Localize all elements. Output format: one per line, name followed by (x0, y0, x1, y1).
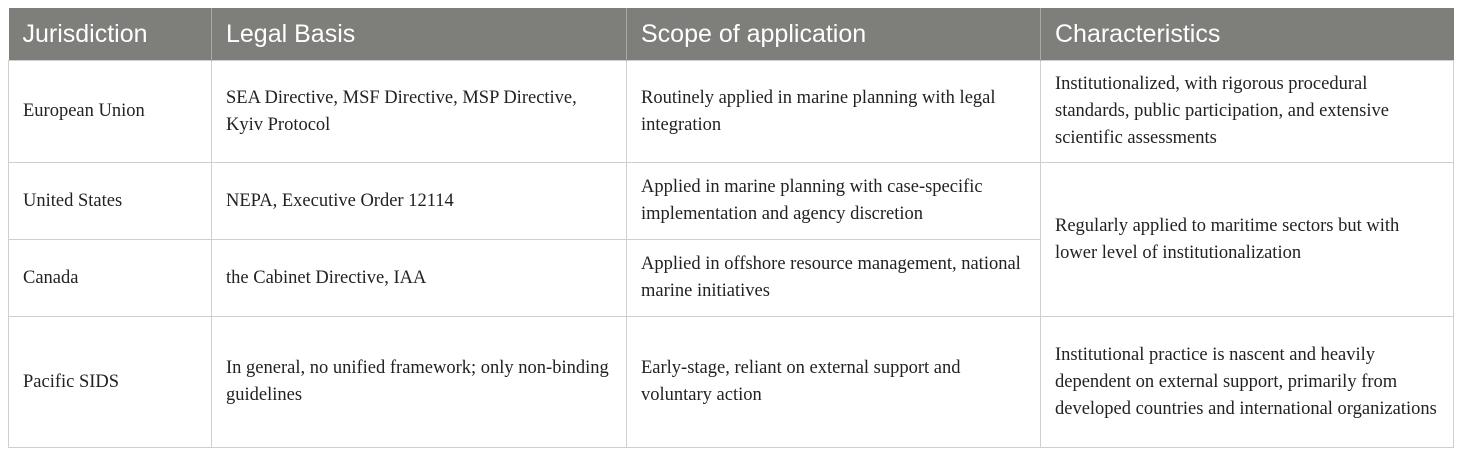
cell-scope: Routinely applied in marine planning with legal integration (627, 61, 1041, 163)
table-body (9, 61, 1454, 448)
header-jurisdiction: Jurisdiction (9, 8, 212, 61)
cell-legal-basis: In general, no unified framework; only non-binding guidelines (212, 317, 627, 448)
table-row (9, 163, 1454, 240)
cell-scope: Applied in marine planning with case-specific implementation and agency discretion (627, 163, 1041, 240)
cell-characteristics: Institutionalized, with rigorous procedural standards, public participation, and extensive scientific assessments (1041, 61, 1454, 163)
table-row (9, 317, 1454, 448)
header-scope: Scope of application (627, 8, 1041, 61)
cell-legal-basis: SEA Directive, MSF Directive, MSP Directive, Kyiv Protocol (212, 61, 627, 163)
cell-scope: Early-stage, reliant on external support and voluntary action (627, 317, 1041, 448)
cell-characteristics: Institutional practice is nascent and heavily dependent on external support, primarily from developed countries and international organizations (1041, 317, 1454, 448)
header-legal-basis: Legal Basis (212, 8, 627, 61)
jurisdiction-comparison-table (8, 8, 1454, 448)
header-row (9, 8, 1454, 61)
cell-jurisdiction: Canada (9, 240, 212, 317)
cell-legal-basis: the Cabinet Directive, IAA (212, 240, 627, 317)
cell-jurisdiction: United States (9, 163, 212, 240)
table-row (9, 61, 1454, 163)
cell-jurisdiction: Pacific SIDS (9, 317, 212, 448)
cell-legal-basis: NEPA, Executive Order 12114 (212, 163, 627, 240)
header-characteristics: Characteristics (1041, 8, 1454, 61)
cell-scope: Applied in offshore resource management, national marine initiatives (627, 240, 1041, 317)
cell-jurisdiction: European Union (9, 61, 212, 163)
table-header (9, 8, 1454, 61)
cell-characteristics: Regularly applied to maritime sectors but with lower level of institutionalization (1041, 163, 1454, 317)
